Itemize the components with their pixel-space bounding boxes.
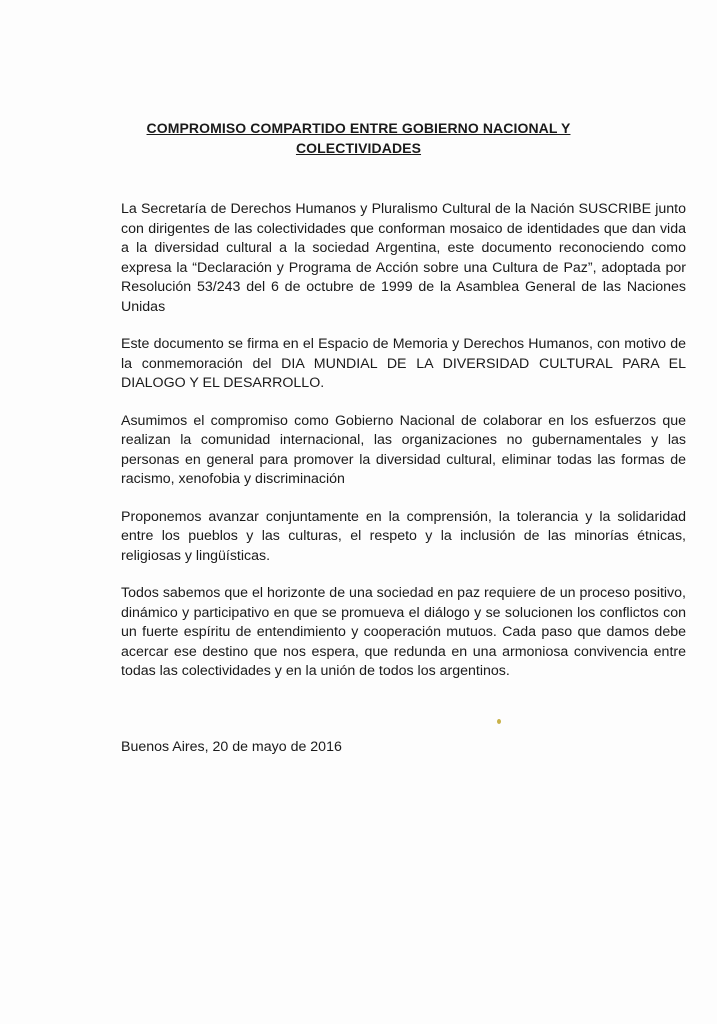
paragraph-intro: La Secretaría de Derechos Humanos y Pluralismo Cultural de la Nación SUSCRIBE junto con dirigentes de las colectividades que conforman mosaico de identidades que dan vida a la diversidad cultural a la sociedad Argentina, este documento reconociendo como expresa la “Declaración y Programa de Acción sobre una Cultura de Paz”, adoptada por Resolución 53/243 del 6 de octubre de 1999 de la Asamblea General de las Naciones Unidas xyxy=(121,201,686,315)
title-line-2: COLECTIVIDADES xyxy=(295,140,422,156)
paragraph-commitment: Asumimos el compromiso como Gobierno Nacional de colaborar en los esfuerzos que realizan la comunidad internacional, las organizaciones no gubernamentales y las personas en general para promover la diversidad cultural, eliminar todas las formas de racismo, xenofobia y discriminación xyxy=(121,412,686,487)
paragraph-signing: Este documento se firma en el Espacio de Memoria y Derechos Humanos, con motivo de la conmemoración del DIA MUNDIAL DE LA DIVERSIDAD CULTURAL PARA EL DIALOGO Y EL DESARROLLO. xyxy=(121,336,686,391)
paragraph-peace: Todos sabemos que el horizonte de una sociedad en paz requiere de un proceso positivo, dinámico y participativo en que se promueva el diálogo y se solucionen los conflictos con un fuerte espíritu de entendimiento y cooperación mutuos. Cada paso que damos debe acercar ese destino que nos espera, que redunda en una armoniosa convivencia entre todas las colectividades y en la unión de todos los argentinos. xyxy=(121,585,686,679)
document-body xyxy=(121,200,686,700)
scan-speck xyxy=(497,719,501,724)
title-line-1: COMPROMISO COMPARTIDO ENTRE GOBIERNO NACIONAL Y xyxy=(146,120,571,136)
date-line: Buenos Aires, 20 de mayo de 2016 xyxy=(121,739,342,755)
paragraph-proposal: Proponemos avanzar conjuntamente en la comprensión, la tolerancia y la solidaridad entre los pueblos y las culturas, el respeto y la inclusión de las minorías étnicas, religiosas y lingüísticas. xyxy=(121,508,686,564)
document-title xyxy=(100,118,617,158)
